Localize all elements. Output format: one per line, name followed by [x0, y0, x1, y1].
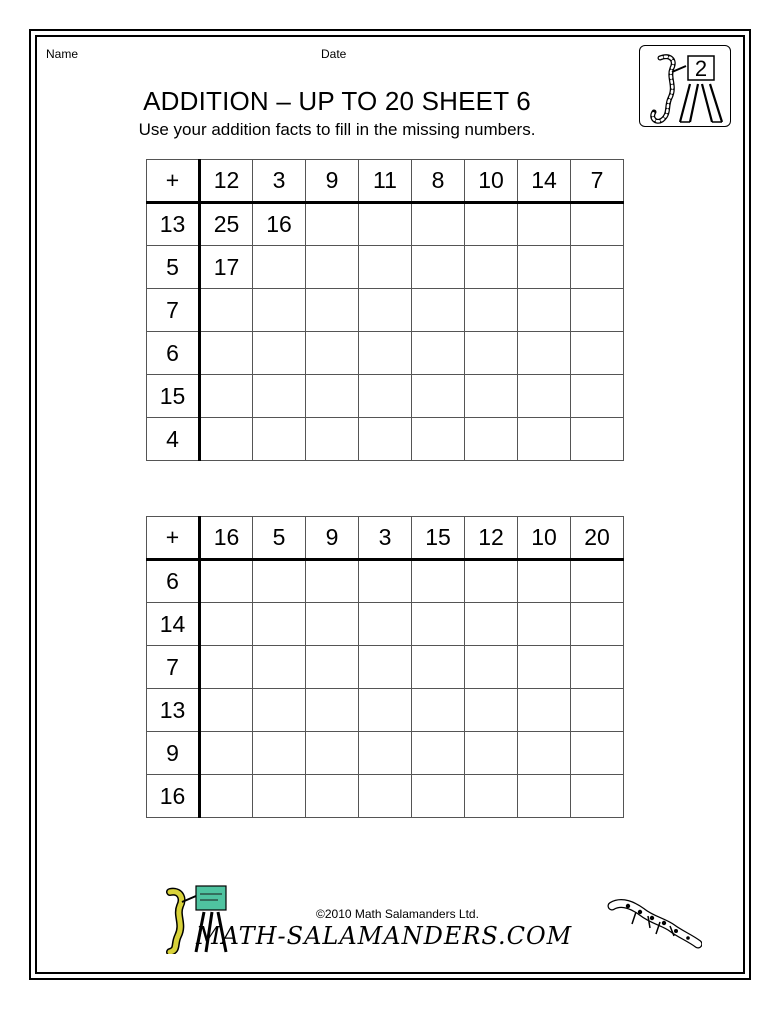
- answer-cell[interactable]: 17: [200, 246, 253, 289]
- answer-cell[interactable]: [253, 375, 306, 418]
- answer-cell[interactable]: [465, 603, 518, 646]
- answer-cell[interactable]: [359, 332, 412, 375]
- answer-cell[interactable]: [518, 689, 571, 732]
- worksheet-title: ADDITION – UP TO 20 SHEET 6: [143, 86, 531, 116]
- table-row: [147, 332, 624, 375]
- answer-cell[interactable]: [200, 332, 253, 375]
- table-row: [147, 732, 624, 775]
- column-header: 7: [571, 160, 624, 203]
- row-header: 16: [147, 775, 200, 818]
- answer-cell[interactable]: [571, 560, 624, 603]
- answer-cell[interactable]: [253, 775, 306, 818]
- row-header: 6: [147, 560, 200, 603]
- answer-cell[interactable]: [200, 560, 253, 603]
- answer-cell[interactable]: [253, 246, 306, 289]
- answer-cell[interactable]: [412, 246, 465, 289]
- answer-cell[interactable]: [412, 775, 465, 818]
- answer-cell[interactable]: [306, 603, 359, 646]
- answer-cell[interactable]: [253, 646, 306, 689]
- answer-cell[interactable]: [571, 289, 624, 332]
- answer-cell[interactable]: [253, 560, 306, 603]
- row-header: 4: [147, 418, 200, 461]
- plus-sign: +: [147, 160, 200, 203]
- table-row: [147, 775, 624, 818]
- answer-cell[interactable]: [518, 246, 571, 289]
- answer-cell[interactable]: [359, 646, 412, 689]
- answer-cell[interactable]: [465, 560, 518, 603]
- header-row: [147, 160, 624, 203]
- answer-cell[interactable]: [571, 375, 624, 418]
- answer-cell[interactable]: 16: [253, 203, 306, 246]
- plus-sign: +: [147, 517, 200, 560]
- column-header: 11: [359, 160, 412, 203]
- answer-cell[interactable]: [412, 418, 465, 461]
- table-row: [147, 560, 624, 603]
- answer-cell[interactable]: [571, 732, 624, 775]
- answer-cell[interactable]: [518, 646, 571, 689]
- answer-cell[interactable]: [518, 603, 571, 646]
- answer-cell[interactable]: [571, 646, 624, 689]
- column-header: 9: [306, 160, 359, 203]
- answer-cell[interactable]: [253, 418, 306, 461]
- answer-cell[interactable]: [200, 603, 253, 646]
- answer-cell[interactable]: [359, 203, 412, 246]
- row-header: 9: [147, 732, 200, 775]
- column-header: 12: [200, 160, 253, 203]
- answer-cell[interactable]: [571, 246, 624, 289]
- answer-cell[interactable]: [306, 418, 359, 461]
- answer-cell[interactable]: [412, 689, 465, 732]
- answer-cell[interactable]: [465, 418, 518, 461]
- table-row: [147, 418, 624, 461]
- row-header: 13: [147, 203, 200, 246]
- answer-cell[interactable]: [306, 246, 359, 289]
- table-row: [147, 375, 624, 418]
- answer-cell[interactable]: [571, 689, 624, 732]
- answer-cell[interactable]: [518, 732, 571, 775]
- answer-cell[interactable]: [306, 775, 359, 818]
- copyright-text: ©2010 Math Salamanders Ltd.: [316, 907, 479, 921]
- answer-cell[interactable]: [412, 560, 465, 603]
- answer-cell[interactable]: [518, 332, 571, 375]
- header-row: [147, 517, 624, 560]
- answer-cell[interactable]: 25: [200, 203, 253, 246]
- answer-cell[interactable]: [306, 560, 359, 603]
- answer-cell[interactable]: [518, 418, 571, 461]
- answer-cell[interactable]: [465, 732, 518, 775]
- table-row: [147, 289, 624, 332]
- answer-cell[interactable]: [253, 732, 306, 775]
- column-header: 3: [359, 517, 412, 560]
- answer-cell[interactable]: [412, 646, 465, 689]
- row-header: 14: [147, 603, 200, 646]
- column-header: 10: [465, 160, 518, 203]
- answer-cell[interactable]: [518, 203, 571, 246]
- answer-cell[interactable]: [465, 646, 518, 689]
- answer-cell[interactable]: [412, 289, 465, 332]
- answer-cell[interactable]: [412, 332, 465, 375]
- answer-cell[interactable]: [571, 332, 624, 375]
- answer-cell[interactable]: [253, 689, 306, 732]
- answer-cell[interactable]: [571, 603, 624, 646]
- answer-cell[interactable]: [306, 332, 359, 375]
- column-header: 14: [518, 160, 571, 203]
- answer-cell[interactable]: [253, 289, 306, 332]
- answer-cell[interactable]: [359, 603, 412, 646]
- salamander-icon: [606, 896, 702, 950]
- row-header: 5: [147, 246, 200, 289]
- answer-cell[interactable]: [412, 603, 465, 646]
- answer-cell[interactable]: [359, 418, 412, 461]
- row-header: 7: [147, 289, 200, 332]
- answer-cell[interactable]: [359, 375, 412, 418]
- column-header: 8: [412, 160, 465, 203]
- answer-cell[interactable]: [359, 689, 412, 732]
- table-row: [147, 646, 624, 689]
- row-header: 7: [147, 646, 200, 689]
- answer-cell[interactable]: [465, 246, 518, 289]
- answer-cell[interactable]: [465, 203, 518, 246]
- answer-cell[interactable]: [306, 646, 359, 689]
- brand-logo-text: MATH-SALAMANDERS.COM: [196, 922, 573, 950]
- answer-cell[interactable]: [306, 689, 359, 732]
- column-header: 10: [518, 517, 571, 560]
- answer-cell[interactable]: [412, 375, 465, 418]
- name-label: Name: [46, 47, 79, 61]
- date-label: Date: [321, 47, 347, 61]
- column-header: 16: [200, 517, 253, 560]
- answer-cell[interactable]: [359, 289, 412, 332]
- table-row: [147, 603, 624, 646]
- answer-cell[interactable]: [200, 289, 253, 332]
- row-header: 15: [147, 375, 200, 418]
- level-number: 2: [694, 56, 708, 81]
- answer-cell[interactable]: [200, 418, 253, 461]
- row-header: 13: [147, 689, 200, 732]
- answer-cell[interactable]: [465, 289, 518, 332]
- answer-cell[interactable]: [518, 375, 571, 418]
- answer-cell[interactable]: [571, 775, 624, 818]
- level-logo: [639, 45, 731, 127]
- column-header: 20: [571, 517, 624, 560]
- answer-cell[interactable]: [518, 775, 571, 818]
- column-header: 15: [412, 517, 465, 560]
- answer-cell[interactable]: [465, 689, 518, 732]
- answer-cell[interactable]: [359, 560, 412, 603]
- answer-cell[interactable]: [571, 418, 624, 461]
- answer-cell[interactable]: [306, 289, 359, 332]
- answer-cell[interactable]: [306, 203, 359, 246]
- answer-cell[interactable]: [518, 289, 571, 332]
- addition-grid-1: [146, 159, 624, 461]
- answer-cell[interactable]: [359, 732, 412, 775]
- answer-cell[interactable]: [200, 689, 253, 732]
- answer-cell[interactable]: [465, 332, 518, 375]
- answer-cell[interactable]: [200, 775, 253, 818]
- salamander-level-icon: [640, 46, 732, 128]
- table-row: [147, 203, 624, 246]
- answer-cell[interactable]: [518, 560, 571, 603]
- answer-cell[interactable]: [465, 775, 518, 818]
- column-header: 3: [253, 160, 306, 203]
- answer-cell[interactable]: [571, 203, 624, 246]
- answer-cell[interactable]: [359, 775, 412, 818]
- answer-cell[interactable]: [200, 732, 253, 775]
- answer-cell[interactable]: [412, 203, 465, 246]
- answer-cell[interactable]: [359, 246, 412, 289]
- column-header: 12: [465, 517, 518, 560]
- row-header: 6: [147, 332, 200, 375]
- table-row: [147, 689, 624, 732]
- answer-cell[interactable]: [306, 375, 359, 418]
- answer-cell[interactable]: [253, 332, 306, 375]
- answer-cell[interactable]: [200, 646, 253, 689]
- answer-cell[interactable]: [200, 375, 253, 418]
- answer-cell[interactable]: [253, 603, 306, 646]
- addition-grid-2: [146, 516, 624, 818]
- table-row: [147, 246, 624, 289]
- column-header: 5: [253, 517, 306, 560]
- worksheet-instructions: Use your addition facts to fill in the missing numbers.: [138, 120, 536, 139]
- answer-cell[interactable]: [412, 732, 465, 775]
- column-header: 9: [306, 517, 359, 560]
- answer-cell[interactable]: [465, 375, 518, 418]
- answer-cell[interactable]: [306, 732, 359, 775]
